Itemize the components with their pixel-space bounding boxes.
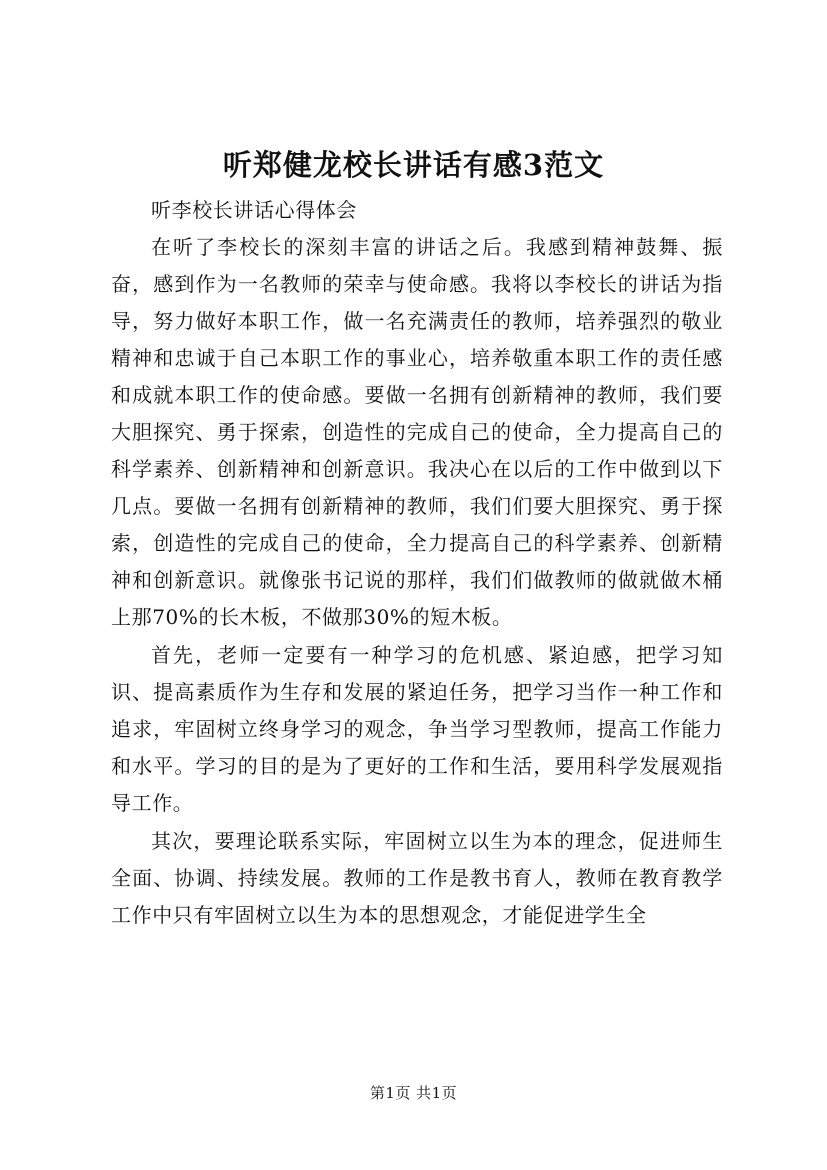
page-footer: 第1页 共1页 [369,1084,458,1102]
paragraph-3: 其次，要理论联系实际，牢固树立以生为本的理念，促进师生全面、协调、持续发展。教师的工作是教书育人，教师在教育教学工作中只有牢固树立以生为本的思想观念，才能促进学生全 [111,829,723,927]
paragraph-1: 在听了李校长的深刻丰富的讲话之后。我感到精神鼓舞、振奋，感到作为一名教师的荣幸与使命感。我将以李校长的讲话为指导，努力做好本职工作，做一名充满责任的教师，培养强烈的敬业精神和忠诚于自己本职工作的事业心，培养敬重本职工作的责任感和成就本职工作的使命感。要做一名拥有创新精神的教师，我们要大胆探究、勇于探索，创造性的完成自己的使命，全力提高自己的科学素养、创新精神和创新意识。我决心在以后的工作中做到以下几点。要做一名拥有创新精神的教师，我们们要大胆探究、勇于探索，创造性的完成自己的使命，全力提高自己的科学素养、创新精神和创新意识。就像张书记说的那样，我们们做教师的做就做木桶上那70%的长木板，不做那30%的短木板。 [111,235,723,629]
paragraph-2: 首先，老师一定要有一种学习的危机感、紧迫感，把学习知识、提高素质作为生存和发展的紧迫任务，把学习当作一种工作和追求，牢固树立终身学习的观念，争当学习型教师，提高工作能力和水平。学习的目的是为了更好的工作和生活，要用科学发展观指导工作。 [111,643,723,815]
document-body [111,192,723,935]
document-subtitle: 听李校长讲话心得体会 [151,198,357,222]
document-title: 听郑健龙校长讲话有感3范文 [222,148,605,182]
